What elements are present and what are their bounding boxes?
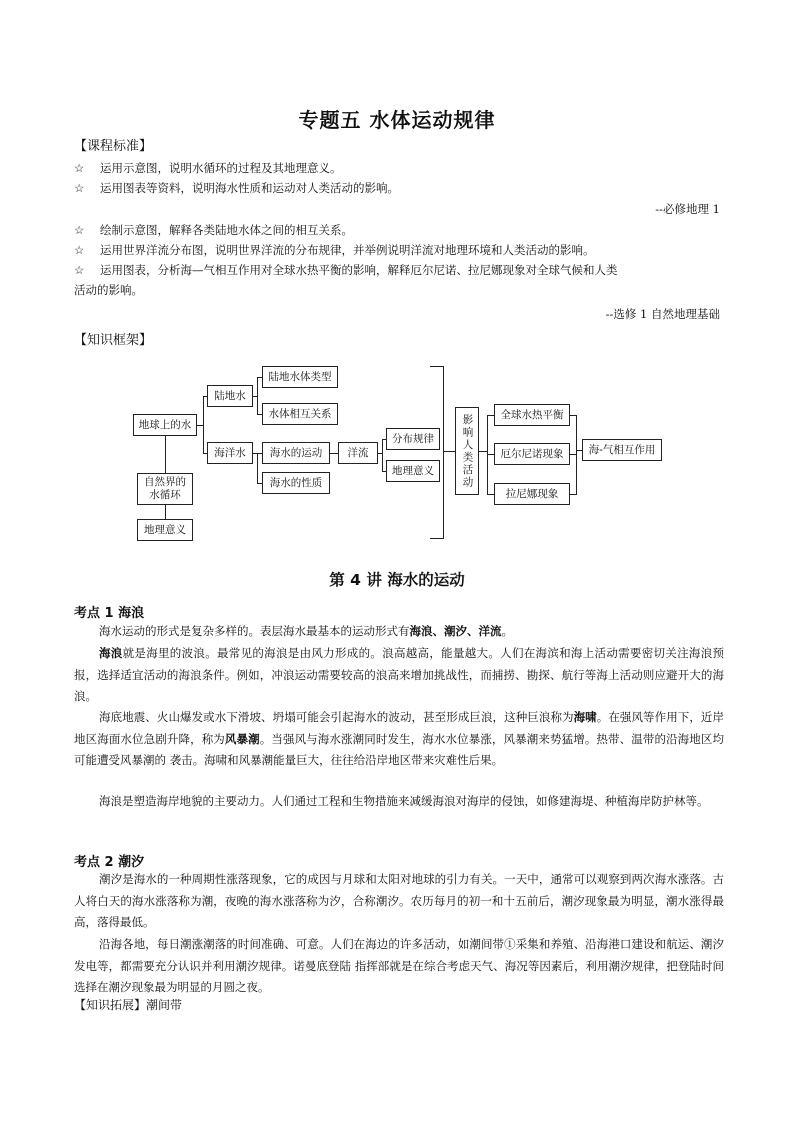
- node-water-cycle: 自然界的 水循环: [137, 473, 193, 505]
- connector-line: [479, 451, 487, 452]
- node-geo-meaning-right: 地理意义: [386, 460, 440, 482]
- connector-line: [257, 377, 258, 415]
- standard-item: ☆ 运用世界洋流分布图，说明世界洋流的分布规律，并举例说明洋流对地理环境和人类活动的影响。: [74, 240, 724, 260]
- knowledge-extension-label: 【知识拓展】潮间带: [74, 998, 183, 1012]
- kp2-paragraph-2: 沿海各地，每日潮涨潮落的时间准确、可意。人们在海边的许多活动，如潮间带①采集和养殖、沿海港口建设和航运、潮汐发电等，都需要充分认识并利用潮汐规律。诺曼底登陆 指挥部就是在综合考虑天气、海况等因素后，利用潮汐规律，把登陆时间选择在潮汐现象最为明显的月圆之夜。: [74, 937, 724, 994]
- bracket-line: [430, 366, 444, 367]
- connector-line: [257, 453, 262, 454]
- connector-line: [487, 494, 494, 495]
- node-current: 洋流: [338, 442, 378, 464]
- standard-item: ☆ 运用图表，分析海—气相互作用对全球水热平衡的影响，解释厄尔尼诺、拉尼娜现象对全球气候和人类: [74, 260, 724, 280]
- standards-header: 【课程标准】: [74, 139, 153, 154]
- star-icon: ☆: [74, 161, 85, 175]
- star-icon: ☆: [74, 223, 85, 237]
- connector-line: [382, 439, 383, 472]
- kp1-paragraph-4: 海浪是塑造海岸地貌的主要动力。人们通过工程和生物措施来减缓海浪对海岸的侵蚀，如修建海堤、种植海岸防护林等。: [99, 794, 709, 808]
- bracket-line: [443, 366, 444, 539]
- connector-line: [203, 396, 207, 397]
- node-distribution: 分布规律: [386, 428, 440, 450]
- node-sea-air: 海-气相互作用: [582, 439, 662, 461]
- node-sea-nature: 海水的性质: [262, 472, 330, 494]
- kp2-heading: 考点 2 潮汐: [74, 855, 145, 870]
- connector-line: [257, 414, 262, 415]
- star-icon: ☆: [74, 243, 85, 257]
- standard-item: ☆ 绘制示意图，解释各类陆地水体之间的相互关系。: [74, 220, 724, 240]
- node-mutual-relation: 水体相互关系: [262, 403, 338, 425]
- connector-line: [382, 439, 386, 440]
- node-geo-meaning-left: 地理意义: [137, 519, 193, 541]
- kp2-paragraph-1: 潮汐是海水的一种周期性涨落现象，它的成因与月球和太阳对地球的引力有关。一天中，通常可以观察到两次海水涨落。古人将白天的海水涨落称为潮，夜晚的海水涨落称为汐，合称潮汐。农历每月的初一和十五前后，潮汐现象最为明显，潮水涨得最高，落得最低。: [74, 872, 724, 929]
- star-icon: ☆: [74, 181, 85, 195]
- connector-line: [576, 415, 577, 495]
- standard-item-continued: 活动的影响。: [74, 283, 143, 297]
- connector-line: [576, 450, 582, 451]
- node-el-nino: 厄尔尼诺现象: [494, 443, 570, 465]
- standard-item: ☆ 运用示意图，说明水循环的过程及其地理意义。: [74, 158, 724, 178]
- connector-line: [165, 505, 166, 519]
- node-la-nina: 拉尼娜现象: [494, 483, 570, 505]
- node-sea-motion: 海水的运动: [262, 442, 330, 464]
- connector-line: [203, 453, 207, 454]
- star-icon: ☆: [74, 263, 85, 277]
- connector-line: [257, 377, 262, 378]
- connector-line: [487, 415, 494, 416]
- citation: --必修地理 1: [655, 202, 720, 216]
- lecture-title: 第 4 讲 海水的运动: [329, 571, 465, 589]
- connector-line: [382, 471, 386, 472]
- standards-group-1: [74, 158, 724, 198]
- kp1-heading: 考点 1 海浪: [74, 606, 145, 621]
- kp1-paragraph-3: 海底地震、火山爆发或水下滑坡、坍塌可能会引起海水的波动，甚至形成巨浪，这种巨浪称为海啸。在强风等作用下，近岸地区海面水位急剧升降，称为风暴潮。当强风与海水涨潮同时发生，海水水位暴涨，风暴潮来势猛增。热带、温带的沿海地区均可能遭受风暴潮的 袭击。海啸和风暴潮能量巨大，往往给沿岸地区带来灾难性后果。: [74, 710, 725, 767]
- kp1-paragraph-1: 海水运动的形式是复杂多样的。表层海水最基本的运动形式有海浪、潮汐、洋流。: [99, 624, 513, 638]
- kp1-paragraph-2: 海浪就是海里的波浪。最常见的海浪是由风力形成的。浪高越高，能量越大。人们在海滨和海上活动需要密切关注海浪预报，选择适宜活动的海浪条件。例如，冲浪运动需要较高的浪高来增加挑战性，而捕捞、勘探、航行等海上活动则应避开大的海浪。: [74, 646, 725, 703]
- connector-line: [203, 396, 204, 454]
- bracket-line: [430, 538, 444, 539]
- node-impact-human: 影响人类活动: [455, 407, 479, 495]
- standard-item: ☆ 运用图表等资料，说明海水性质和运动对人类活动的影响。: [74, 178, 724, 198]
- standards-group-2: [74, 220, 724, 300]
- connector-line: [487, 454, 494, 455]
- node-earth-water: 地球上的水: [133, 414, 197, 436]
- node-heat-balance: 全球水热平衡: [494, 404, 570, 426]
- connector-line: [257, 453, 258, 484]
- connector-line: [165, 436, 166, 473]
- citation: --选修 1 自然地理基础: [605, 307, 720, 321]
- node-land-water: 陆地水: [207, 385, 253, 407]
- node-ocean-water: 海洋水: [207, 442, 253, 464]
- connector-line: [444, 451, 455, 452]
- page-title: 专题五 水体运动规律: [298, 108, 496, 132]
- connector-line: [487, 415, 488, 495]
- node-land-types: 陆地水体类型: [262, 366, 338, 388]
- framework-header: 【知识框架】: [74, 333, 153, 348]
- connector-line: [257, 483, 262, 484]
- connector-line: [330, 453, 338, 454]
